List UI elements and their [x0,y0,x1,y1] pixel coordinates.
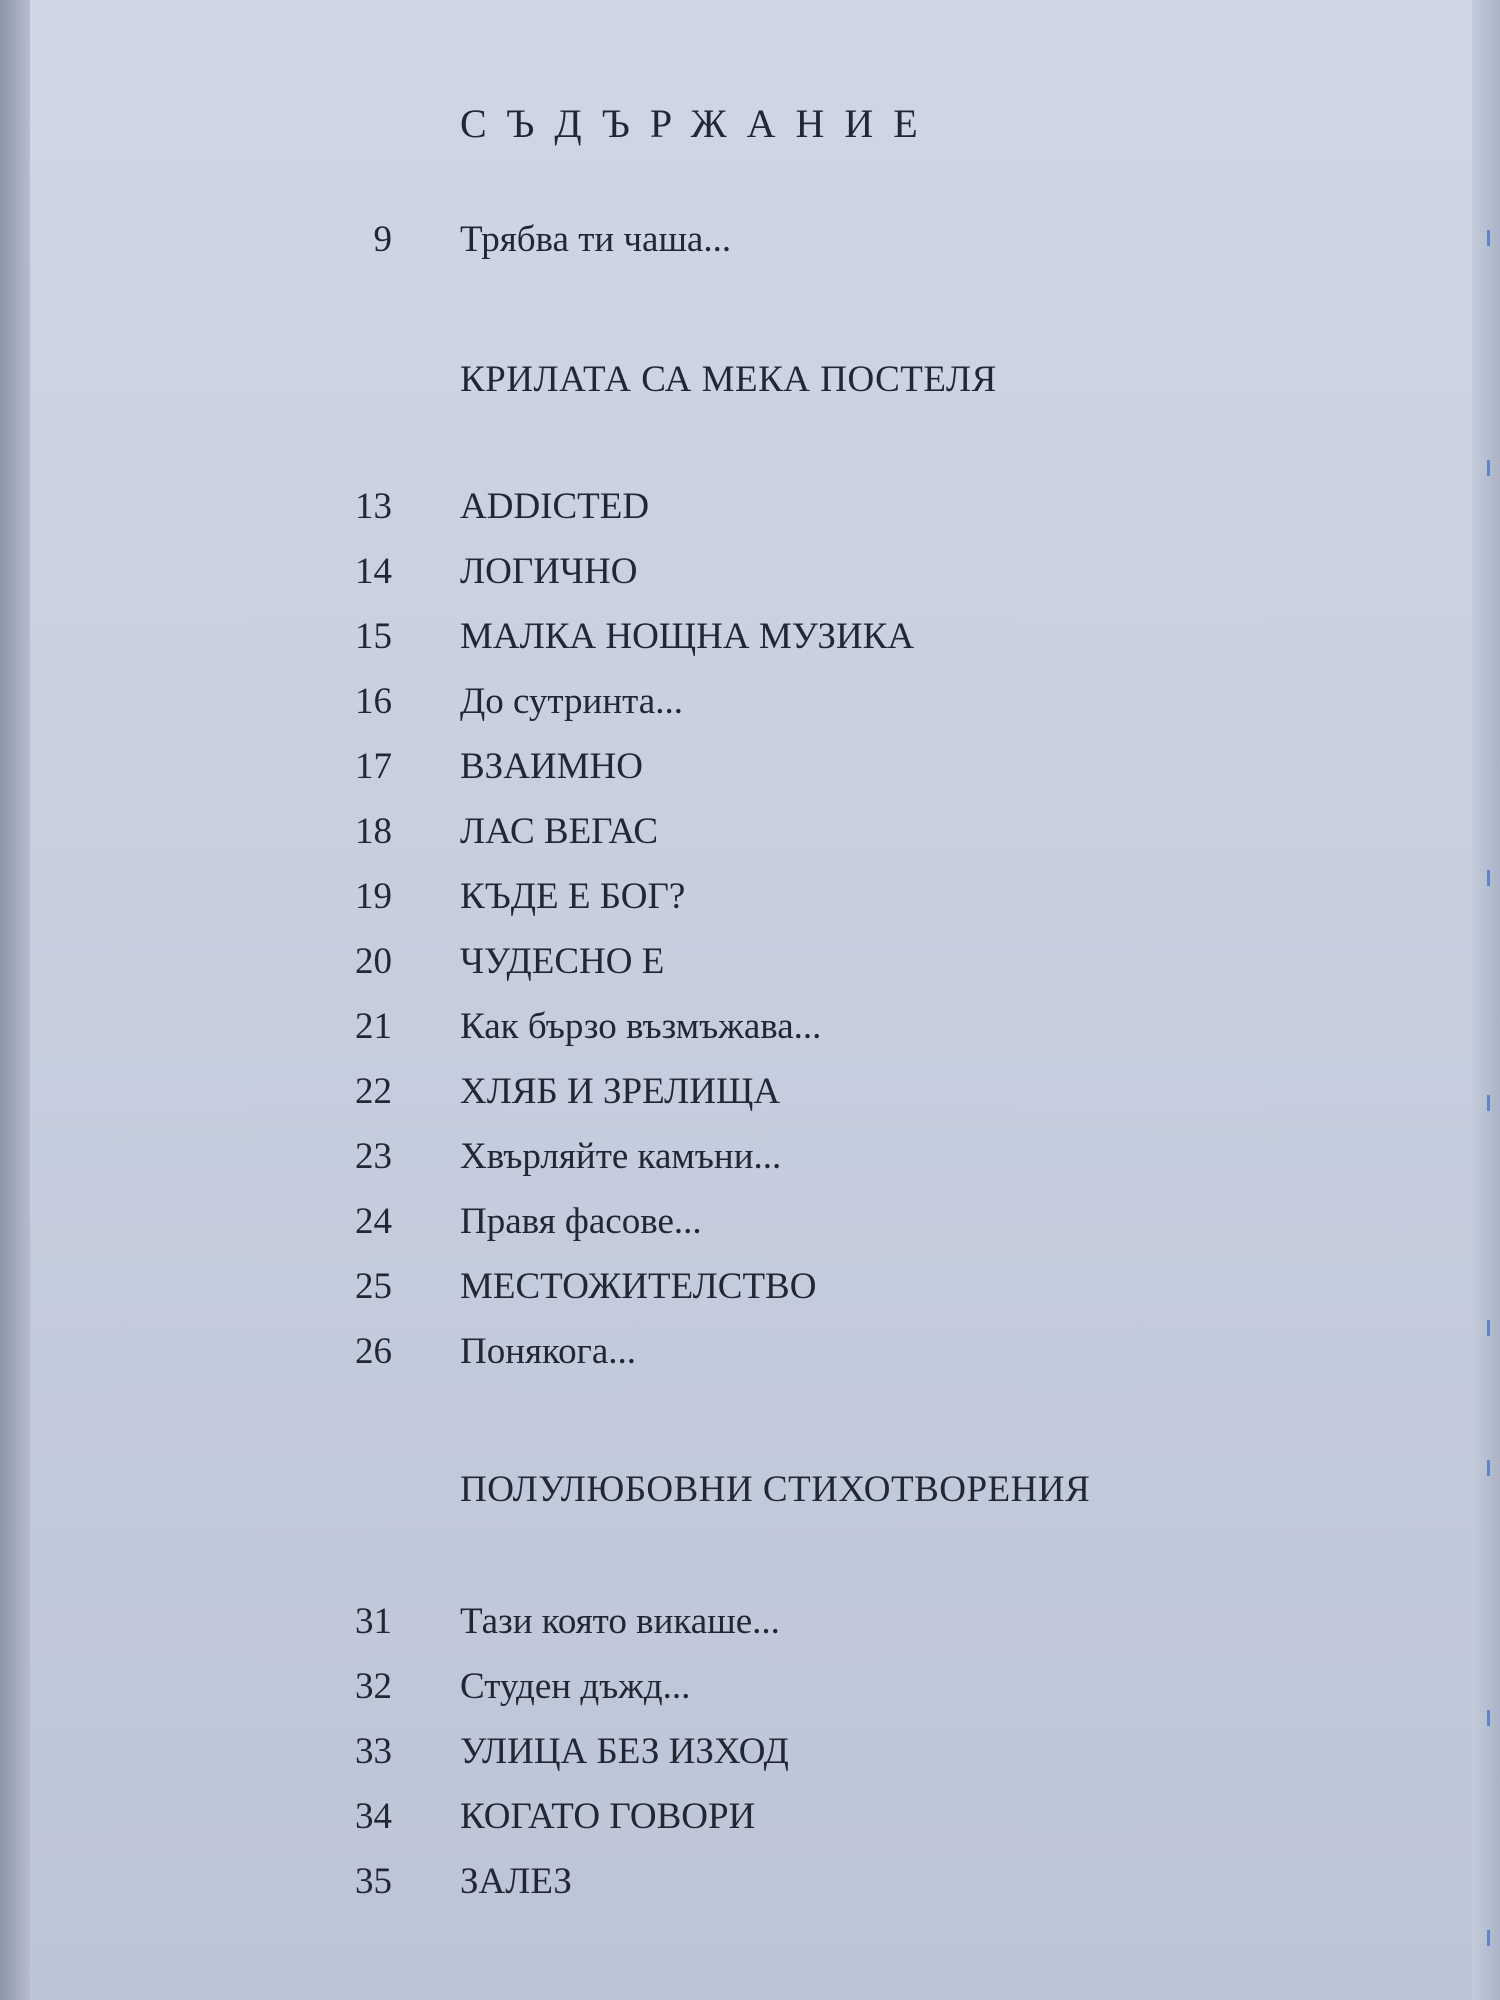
contents-heading: СЪДЪРЖАНИЕ [460,101,938,146]
toc-entry-title: МАЛКА НОЩНА МУЗИКА [460,616,915,657]
toc-page-number: 21 [355,1006,392,1047]
toc-page-number: 22 [355,1071,392,1112]
toc-entry-title: Понякога... [460,1331,636,1372]
stitch-mark [1487,870,1490,886]
toc-entry [300,745,643,805]
toc-page-number: 20 [355,941,392,982]
toc-entry [300,485,649,545]
toc-page-number: 9 [373,219,392,260]
toc-entry [300,615,914,675]
toc-page-number: 14 [355,551,392,592]
toc-entry-title: ЗАЛЕЗ [460,1861,572,1902]
stitch-mark [1487,1930,1490,1946]
toc-page-number: 33 [355,1731,392,1772]
page-left-margin [0,0,30,2000]
toc-entry [300,875,685,935]
toc-page-number: 17 [355,746,392,787]
page-right-edge [1472,0,1500,2000]
toc-entry [300,1265,816,1325]
toc-entry-title: ХЛЯБ И ЗРЕЛИЩА [460,1071,781,1112]
stitch-mark [1487,230,1490,246]
toc-entry-title: ADDICTED [460,486,650,527]
toc-entry-title: КОГАТО ГОВОРИ [460,1796,756,1837]
toc-entry [300,550,637,610]
toc-entry [300,680,683,740]
toc-entry-title: До сутринта... [460,681,683,722]
section-title: КРИЛАТА СА МЕКА ПОСТЕЛЯ [460,359,997,400]
toc-entry-title: ЛАС ВЕГАС [460,811,659,852]
toc-page-number: 15 [355,616,392,657]
toc-page-number: 16 [355,681,392,722]
toc-entry-title: МЕСТОЖИТЕЛСТВО [460,1266,817,1307]
toc-entry [300,1795,755,1855]
toc-page-number: 31 [355,1601,392,1642]
toc-page-number: 26 [355,1331,392,1372]
stitch-mark [1487,1095,1490,1111]
stitch-mark [1487,1320,1490,1336]
stitch-mark [1487,1460,1490,1476]
toc-page-number: 13 [355,486,392,527]
toc-entry [300,1070,780,1130]
toc-entry [300,1135,781,1195]
toc-entry-title: УЛИЦА БЕЗ ИЗХОД [460,1731,789,1772]
toc-entry-title: Как бързо възмъжава... [460,1006,822,1047]
toc-entry-title: Тази която викаше... [460,1601,780,1642]
toc-entry [300,1860,572,1920]
toc-entry-title: Хвърляйте камъни... [460,1136,782,1177]
toc-entry [300,1600,780,1660]
toc-entry [300,1330,636,1390]
toc-entry-title: КЪДЕ Е БОГ? [460,876,686,917]
toc-entry [300,810,658,870]
stitch-mark [1487,1710,1490,1726]
toc-page-number: 35 [355,1861,392,1902]
toc-page-number: 23 [355,1136,392,1177]
stitch-mark [1487,460,1490,476]
toc-entry-title: Правя фасове... [460,1201,702,1242]
toc-entry-title: ЛОГИЧНО [460,551,638,592]
toc-entry-title: ЧУДЕСНО Е [460,941,665,982]
toc-entry-title: Трябва ти чаша... [460,219,732,260]
toc-entry [300,218,731,278]
toc-entry-title: ВЗАИМНО [460,746,643,787]
toc-entry [300,940,664,1000]
toc-entry [300,1665,690,1725]
toc-entry [300,1200,702,1260]
section-title: ПОЛУЛЮБОВНИ СТИХОТВОРЕНИЯ [460,1469,1091,1510]
toc-page-number: 25 [355,1266,392,1307]
toc-page-number: 24 [355,1201,392,1242]
toc-page-number: 32 [355,1666,392,1707]
toc-page-number: 18 [355,811,392,852]
toc-entry [300,1730,789,1790]
toc-page-number: 34 [355,1796,392,1837]
toc-entry-title: Студен дъжд... [460,1666,691,1707]
toc-entry [300,1005,821,1065]
toc-page-number: 19 [355,876,392,917]
